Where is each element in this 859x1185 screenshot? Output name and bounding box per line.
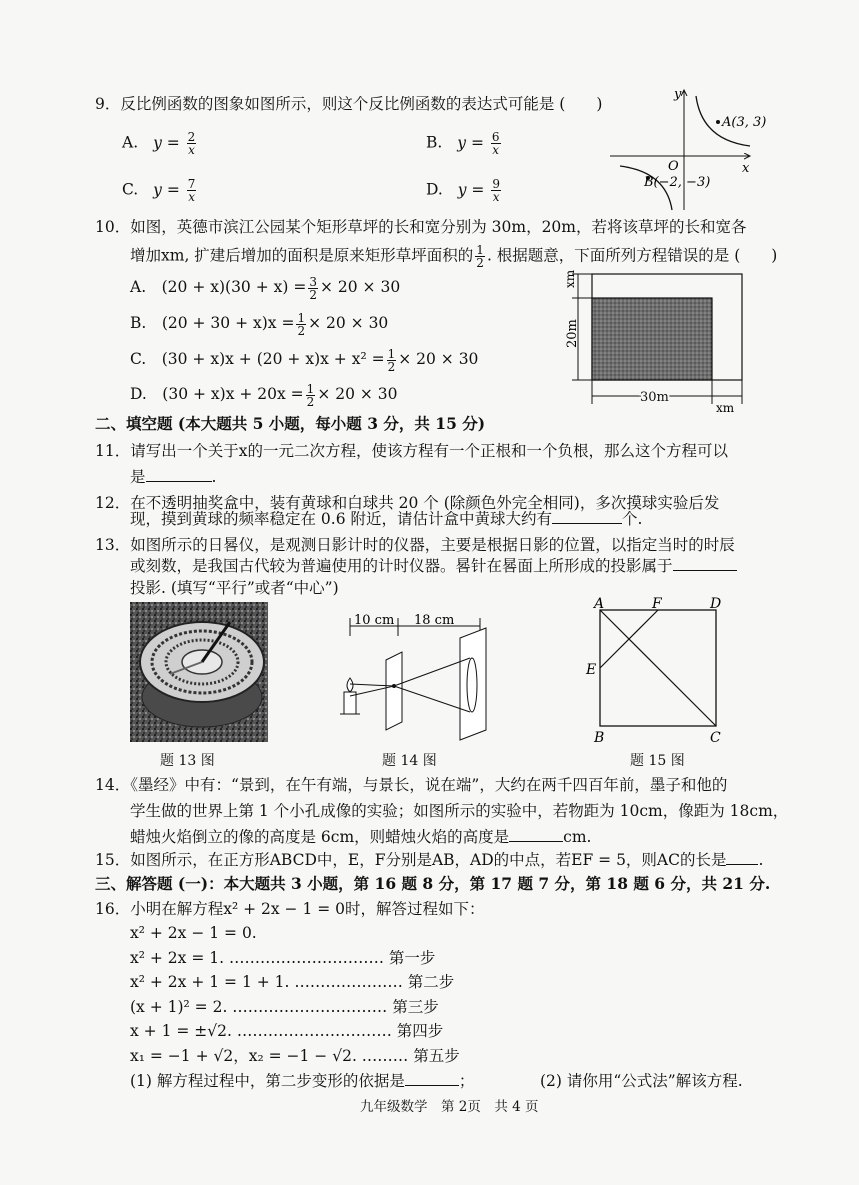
q9-option-a[interactable]: A. y = $\frac{2}{x}$ [122, 130, 196, 157]
q10-option-d[interactable]: D. (30 + x)x + 20x = $\frac{1}{2}$ × 20 × 30 [130, 381, 398, 409]
y-axis-label: y [674, 87, 682, 102]
point-f-label: F [652, 596, 662, 612]
q14-line3: 蜡烛火焰倒立的像的高度是 6cm，则蜡烛火焰的高度是 cm. [130, 828, 592, 846]
caption-fig15: 题 15 图 [630, 753, 685, 769]
q9-option-d[interactable]: D. y = $\frac{9}{x}$ [426, 177, 500, 204]
vertex-b-label: B [594, 730, 605, 746]
q11-line2: 是 . [130, 468, 217, 486]
q16-step-4: x + 1 = ±√2. ………………………… 第四步 [130, 1022, 444, 1040]
q10-option-c[interactable]: C. (30 + x)x + (20 + x)x + x² = $\frac{1}{2}$ × 20 × 30 [130, 346, 479, 374]
origin-label: O [668, 159, 679, 174]
q10-lawn-figure [556, 268, 756, 416]
q16-step-5: x₁ = −1 + √2，x₂ = −1 − √2. ……… 第五步 [130, 1047, 460, 1065]
q9-hyperbola-graph [600, 84, 767, 214]
q10-line2: 增加xm, 扩建后增加的面积是原来矩形草坪面积的 $\frac{1}{2}$ . 根据题意，下面所列方程错误的是 ( ) [130, 243, 778, 270]
q16-sub2: (2) 请你用“公式法”解该方程. [540, 1072, 743, 1090]
q12-line2: 现，摸到黄球的频率稳定在 0.6 附近，请估计盒中黄球大约有 个. [130, 510, 643, 528]
page-footer: 九年级数学 第 2页 共 4 页 [360, 1099, 539, 1115]
pinhole-figure [330, 612, 500, 742]
point-b-label: B(−2, −3) [644, 175, 711, 190]
caption-fig14: 题 14 图 [382, 753, 437, 769]
q16-answer-blank[interactable] [405, 1071, 459, 1086]
q9-text: 9．反比例函数的图象如图所示，则这个反比例函数的表达式可能是 ( ) [95, 95, 603, 113]
length-label: 30m [640, 390, 669, 405]
caption-fig13: 题 13 图 [160, 753, 215, 769]
vertex-c-label: C [710, 730, 721, 746]
q14-line2: 学生做的世界上第 1 个小孔成像的实验；如图所示的实验中，若物距为 10cm，像距为 18cm， [130, 802, 789, 820]
q15-line: 15．如图所示，在正方形ABCD中，E，F分别是AB，AD的中点，若EF = 5，则AC的长是 . [95, 851, 764, 869]
q16-step-3: (x + 1)² = 2. ………………………… 第三步 [130, 998, 439, 1016]
q10-option-a[interactable]: A. (20 + x)(30 + x) = $\frac{3}{2}$ × 20 × 30 [130, 274, 401, 302]
q16-sub1: (1) 解方程过程中，第二步变形的依据是 ； [130, 1072, 475, 1090]
q16-step-1: x² + 2x = 1. ………………………… 第一步 [130, 949, 436, 967]
width-label: 20m [565, 319, 580, 348]
object-distance-label: 10 cm [354, 613, 395, 628]
vertex-d-label: D [710, 596, 722, 612]
point-a-label: A(3, 3) [722, 115, 767, 130]
q13-line3: 投影. (填写“平行”或者“中心”) [130, 579, 339, 597]
q16-intro: 16．小明在解方程x² + 2x − 1 = 0时，解答过程如下： [95, 900, 485, 918]
q12-answer-blank[interactable] [552, 509, 622, 524]
xm-right-label: xm [716, 401, 735, 415]
q14-line1: 14．《墨经》中有：“景到，在午有端，与景长，说在端”，大约在两千四百年前，墨子和他的 [95, 776, 728, 794]
x-axis-label: x [742, 161, 750, 176]
q13-line1: 13．如图所示的日晷仪，是观测日影计时的仪器，主要是根据日影的位置，以指定当时的时辰 [95, 536, 735, 554]
q16-step-0: x² + 2x − 1 = 0. [130, 924, 257, 942]
section3-heading: 三、解答题 (一)：本大题共 3 小题，第 16 题 8 分，第 17 题 7 分，第 18 题 6 分，共 21 分. [95, 874, 771, 893]
original-lawn [592, 298, 712, 380]
square-figure [584, 594, 734, 746]
point-a [716, 120, 720, 124]
q15-answer-blank[interactable] [726, 850, 758, 865]
point-e-label: E [586, 662, 597, 678]
xm-top-label: xm [563, 269, 577, 288]
q16-step-2: x² + 2x + 1 = 1 + 1. ………………… 第二步 [130, 973, 455, 991]
q10-line1: 10．如图，英德市滨江公园某个矩形草坪的长和宽分别为 30m，20m，若将该草坪的长和宽各 [95, 218, 747, 236]
sundial-photo [130, 602, 268, 742]
image-distance-label: 18 cm [414, 613, 455, 628]
q11-line1: 11．请写出一个关于x的一元二次方程，使该方程有一个正根和一个负根，那么这个方程可以 [95, 442, 728, 460]
q13-line2: 或刻数，是我国古代较为普遍使用的计时仪器。晷针在晷面上所形成的投影属于 [130, 556, 737, 576]
q14-answer-blank[interactable] [509, 827, 563, 842]
q11-answer-blank[interactable] [146, 467, 212, 482]
q13-answer-blank[interactable] [673, 556, 737, 571]
q12-line1: 12．在不透明抽奖盒中，装有黄球和白球共 20 个 (除颜色外完全相同)，多次摸球实验后发 [95, 494, 720, 512]
q9-option-c[interactable]: C. y = $\frac{7}{x}$ [122, 177, 196, 204]
vertex-a-label: A [594, 596, 605, 612]
section2-heading: 二、填空题 (本大题共 5 小题，每小题 3 分，共 15 分) [95, 414, 486, 433]
q10-option-b[interactable]: B. (20 + 30 + x)x = $\frac{1}{2}$ × 20 × 30 [130, 310, 389, 338]
q9-option-b[interactable]: B. y = $\frac{6}{x}$ [426, 130, 500, 157]
